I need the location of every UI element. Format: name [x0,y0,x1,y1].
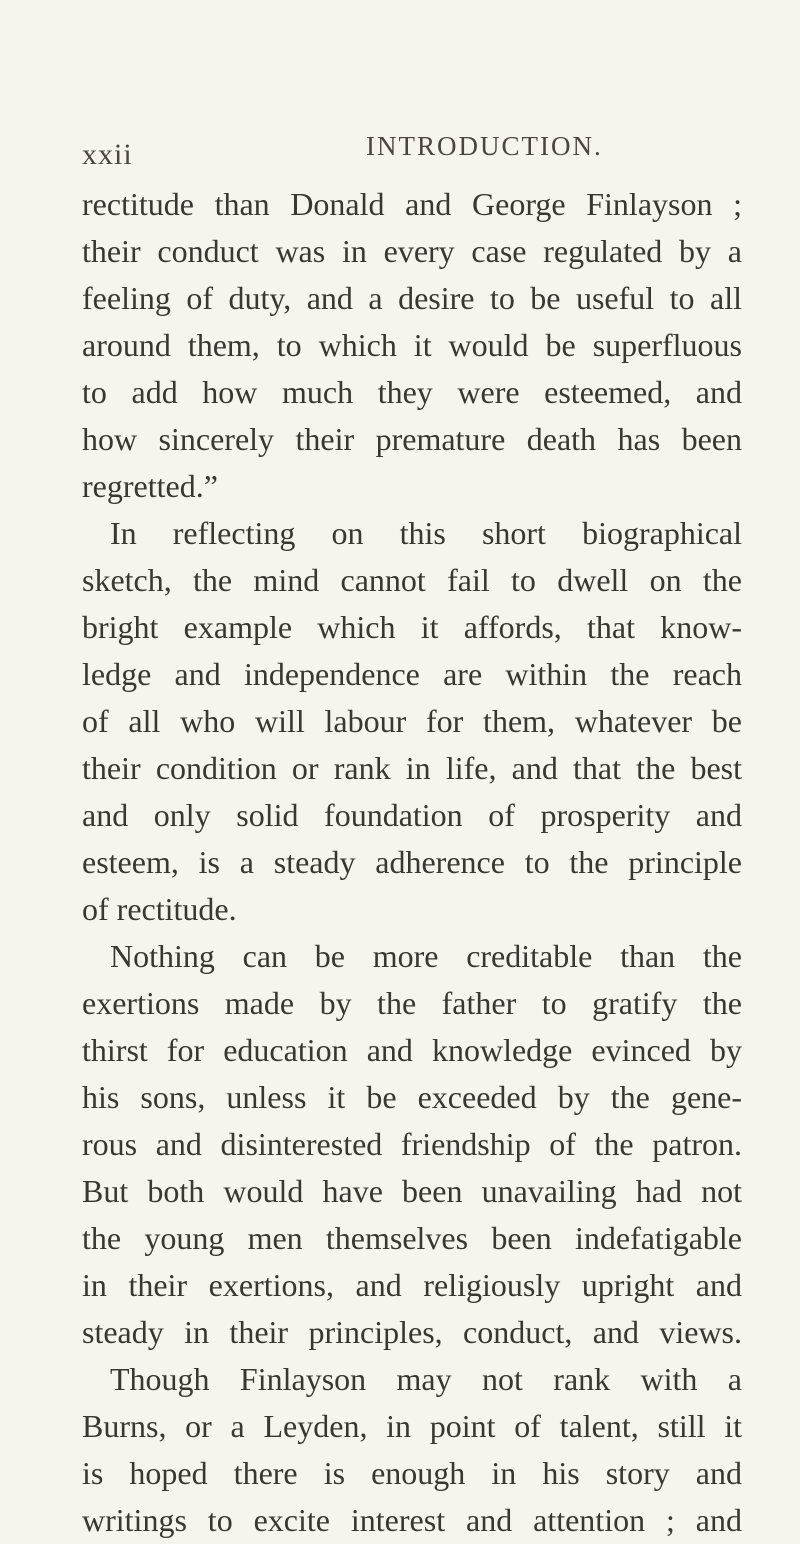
text-line: the young men themselves been indefatigable [82,1220,742,1256]
text-line: rectitude than Donald and George Finlayson ; [82,186,742,222]
text-line: writings to excite interest and attention ; and [82,1502,742,1538]
text-line: bright example which it affords, that know- [82,609,742,645]
text-line: Burns, or a Leyden, in point of talent, still it [82,1408,742,1444]
page-number: xxii [82,138,133,171]
text-line: their condition or rank in life, and that the best [82,750,742,786]
text-line: Though Finlayson may not rank with a [110,1361,742,1397]
text-line: exertions made by the father to gratify the [82,985,742,1021]
text-line: is hoped there is enough in his story and [82,1455,742,1491]
text-line: their conduct was in every case regulated by a [82,233,742,269]
text-line: how sincerely their premature death has been [82,421,742,457]
text-line: steady in their principles, conduct, and views. [82,1314,742,1350]
text-line: to add how much they were esteemed, and [82,374,742,410]
text-line: esteem, is a steady adherence to the principle [82,844,742,880]
text-line: But both would have been unavailing had not [82,1173,742,1209]
text-line: regretted.” [82,468,218,504]
text-line: of rectitude. [82,891,237,927]
text-line: In reflecting on this short biographical [110,515,742,551]
text-line: sketch, the mind cannot fail to dwell on the [82,562,742,598]
text-line: rous and disinterested friendship of the patron. [82,1126,742,1162]
text-line: around them, to which it would be superfluous [82,327,742,363]
text-line: Nothing can be more creditable than the [110,938,742,974]
body-text [82,181,742,1544]
text-line: of all who will labour for them, whatever be [82,703,742,739]
running-head [0,128,800,171]
text-line: his sons, unless it be exceeded by the gene- [82,1079,742,1115]
section-title: INTRODUCTION. [366,131,603,161]
text-line: and only solid foundation of prosperity and [82,797,742,833]
text-line: thirst for education and knowledge evinced by [82,1032,742,1068]
text-line: in their exertions, and religiously upright and [82,1267,742,1303]
text-line: ledge and independence are within the reach [82,656,742,692]
text-line: feeling of duty, and a desire to be useful to all [82,280,742,316]
